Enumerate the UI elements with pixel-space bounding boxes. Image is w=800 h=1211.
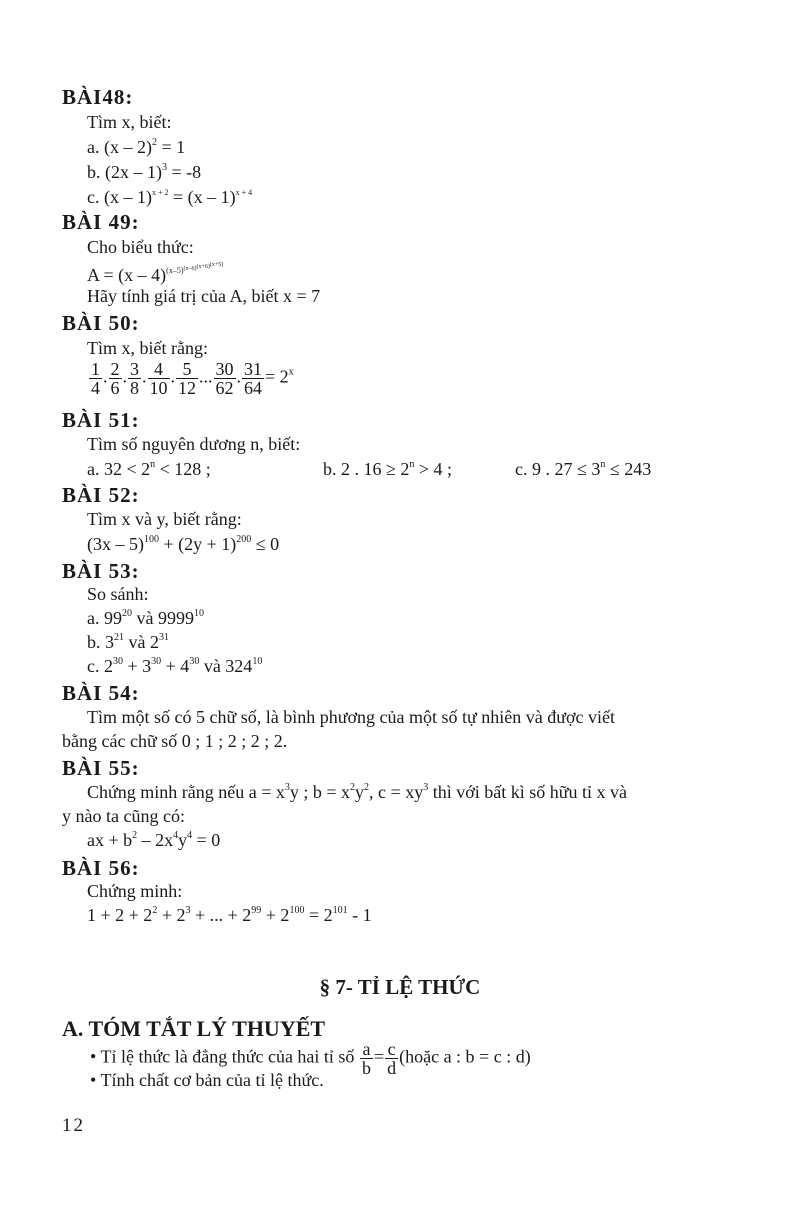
exercise-52-equation: $(3x - 5)^{100} + (2y + 1)^{200} \le 0$ (87, 534, 280, 554)
exercise-56-heading: BÀI 56: (62, 856, 140, 880)
exercise-50-equation: $\frac{1}{4}$ . $\frac{2}{6}$ . $\frac{3}{8}$ . $\frac{4}{10}$ . $\frac{5}{12}$ ... $\frac{30}{62}$ . $\frac{31}{64}$ = $2^x$ (91, 359, 294, 398)
exercise-55-heading: BÀI 55: (62, 756, 140, 780)
section-title: § 7- TỈ LỆ THỨC (319, 975, 481, 999)
exercise-51-heading: BÀI 51: (62, 408, 140, 432)
exercise-56-equation: $1 + 2 + 2^2 + 2^3$ + ... + $2^{99} + 2^{100} = 2^{101} - 1$ (87, 905, 372, 925)
exercise-52-prompt: Tìm x và y, biết rằng: (87, 509, 242, 529)
exercise-55-equation: ax + $b^2 - 2x^4y^4 = 0$ (87, 830, 221, 850)
exercise-53-c: c. $2^{30} + 3^{30} + 4^{30}$ và $324^{10}$ (87, 656, 263, 676)
exercise-51-prompt: Tìm số nguyên dương n, biết: (87, 434, 301, 454)
exercise-49-heading: BÀI 49: (62, 210, 140, 234)
fraction: $\frac{1}{4}$ (91, 359, 100, 398)
theory-title: A. TÓM TẮT LÝ THUYẾT (62, 1016, 326, 1041)
fraction: $\frac{4}{10}$ (149, 359, 168, 398)
fraction-a-b: $\frac{a}{b}$ (361, 1039, 371, 1078)
fraction-c-d: $\frac{c}{d}$ (387, 1039, 397, 1078)
exercise-53-prompt: So sánh: (87, 584, 149, 604)
exercise-51-b: b. 2 . $16 \ge 2^n > 4$ ; (323, 459, 453, 479)
exercise-48-b: b. (2x – 1)$^3$ = -8 (87, 162, 202, 182)
fraction: $\frac{3}{8}$ (130, 359, 139, 398)
exercise-51-c: c. 9 . $27 \le 3^n \le 243$ (515, 459, 652, 479)
exercise-52-heading: BÀI 52: (62, 483, 140, 507)
page-number: 12 (62, 1115, 85, 1136)
fraction: $\frac{2}{6}$ (110, 359, 120, 398)
exercise-51-a: a. $32 < 2^n < 128$ ; (87, 459, 211, 479)
exercise-54-line2: bằng các chữ số 0 ; 1 ; 2 ; 2 ; 2. (62, 731, 288, 751)
exercise-48-prompt: Tìm x, biết: (87, 112, 172, 132)
exercise-55-line2: y nào ta cũng có: (62, 806, 185, 826)
exercise-56-prompt: Chứng minh: (87, 881, 183, 901)
exercise-53-b: b. $3^{21}$ và $2^{31}$ (87, 632, 169, 652)
fraction: $\frac{5}{12}$ (178, 359, 196, 398)
exercise-48-c: c. (x – 1)$^{x + 2}$ = (x – 1)$^{x + 4}$ (87, 187, 253, 207)
exercise-55-line1: Chứng minh rằng nếu $a = x^3y$ ; $b = x^2y^2$, $c = xy^3$ thì với bất kì số hữu tỉ x và (87, 782, 627, 802)
theory-bullet-1: • Tỉ lệ thức là đẳng thức của hai tỉ số $\frac{a}{b}$ = $\frac{c}{d}$ (hoặc a : b = c : d) (90, 1039, 531, 1078)
exercise-48-a: a. (x – 2)$^2$ = 1 (87, 137, 186, 157)
exercise-54-heading: BÀI 54: (62, 681, 140, 705)
exercise-53-a: a. $99^{20}$ và 9999$^{10}$ (87, 608, 204, 628)
fraction: $\frac{31}{64}$ (244, 359, 262, 398)
exercise-50-prompt: Tìm x, biết rằng: (87, 338, 208, 358)
exercise-49-formula: A = (x – 4)$^{(x-5)(x-6)(x+6)(x+5)}$ (87, 262, 224, 285)
exercise-49-prompt: Cho biểu thức: (87, 237, 194, 257)
fraction: $\frac{30}{62}$ (215, 359, 234, 398)
theory-bullet-2: • Tính chất cơ bản của tỉ lệ thức. (90, 1070, 324, 1090)
exercise-49-question: Hãy tính giá trị của A, biết x = 7 (87, 286, 321, 306)
exercise-50-heading: BÀI 50: (62, 311, 140, 335)
exercise-48-heading: BÀI48: (62, 85, 134, 109)
exercise-53-heading: BÀI 53: (62, 559, 140, 583)
exercise-54-line1: Tìm một số có 5 chữ số, là bình phương của một số tự nhiên và được viết (87, 707, 615, 727)
